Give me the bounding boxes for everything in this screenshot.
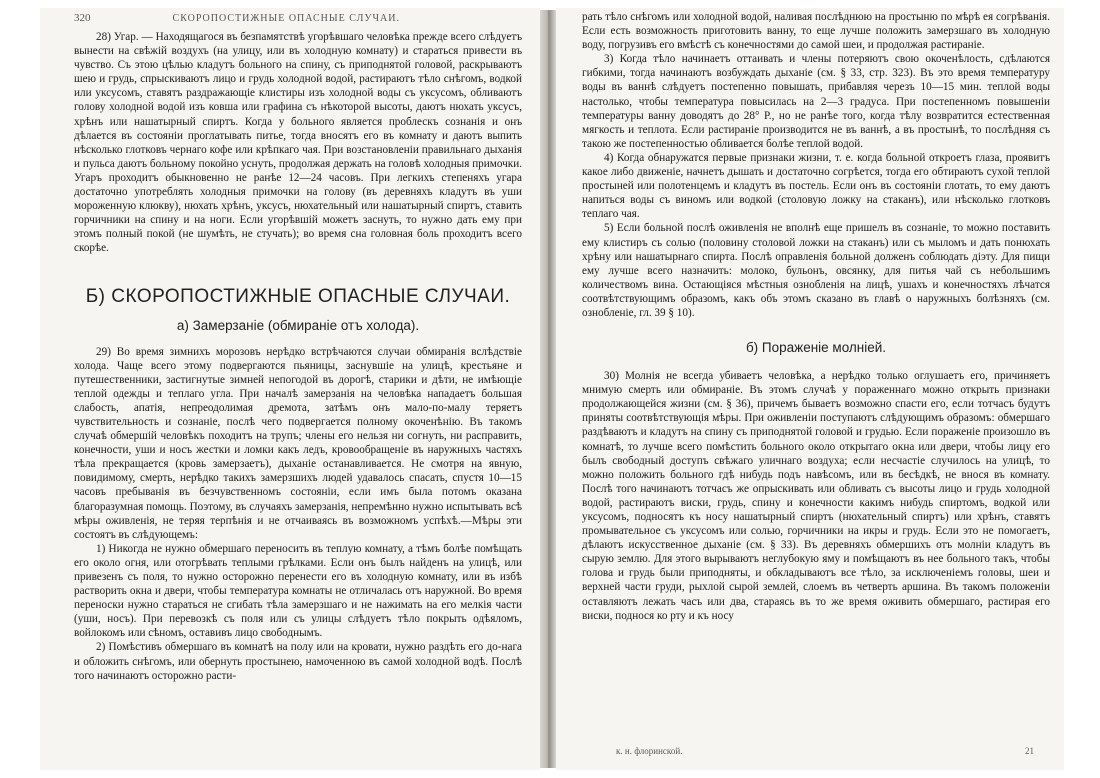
running-header (74, 12, 522, 24)
right-page (556, 8, 1064, 770)
list-item-2-continued: рать тѣло снѣгомъ или холодной водой, наливая послѣднюю на простыню по мѣрѣ ея согрѣванія. Если есть возможность приготовить ванну, то еще лучше положить замерзшаго въ холодную воду, погрузивъ его вмѣстѣ съ конечностями до самой шеи, и продолжая растираніе. (582, 11, 1050, 52)
subsection-title-lightning: б) Пораженіе молніей. (745, 340, 887, 356)
list-item-2: 2) Помѣстивъ обмершаго въ комнатѣ на полу или на кровати, нужно раздѣть его до-нага и обложить снѣгомъ, или обернуть простынею, намоченною въ самой холодной водѣ. Послѣ того начинаютъ осторожно расти- (74, 641, 522, 682)
list-item-1: 1) Никогда не нужно обмершаго переносить въ теплую комнату, а тѣмъ болѣе помѣщать его около огня, или отогрѣвать теплыми грѣлками. Если онъ былъ найденъ на улицѣ, или привезенъ съ поля, то нужно осторожно перенести его въ холодную комнату, или въ избѣ растворить окна и двери, чтобы температура комнаты не отличалась отъ наружной. Во время переноски нужно стараться не сгибать тѣла замерзшаго и не нажимать на его мелкія части (уши, носъ). При перевозкѣ съ поля или съ улицы слѣдуетъ тѣло покрыть одѣяломъ, войлокомъ или сѣномъ, оставивъ лицо свободнымъ. (74, 542, 522, 640)
left-page (40, 8, 540, 770)
paragraph-30: 30) Молнія не всегда убиваетъ человѣка, а нерѣдко только оглушаетъ его, причиняетъ мнимую смерть или обмираніе. Въ этомъ случаѣ у пораженнаго можно открыть признаки продолжающейся жизни (см. § 36), причемъ бываетъ возможно спасти его, если тотчасъ будутъ приняты соотвѣтствующія мѣры. При оживленіи поступаютъ слѣдующимъ образомъ: обмершаго раздѣваютъ и кладутъ на спину съ приподнятой головой и грудью. Если пораженіе произошло въ комнатѣ, то лучше всего помѣстить больного около открытаго окна или двери, чтобы лицу его былъ свободный доступъ свѣжаго уличнаго воздуха; если несчастіе случилось на улицѣ, то можно положить больного гдѣ нибудь подъ навѣсомъ, или въ бесѣдкѣ, не внося въ комнату. Послѣ того начинаютъ тотчасъ же опрыскивать или обливать съ высоты лицо и грудь холодной водой, растираютъ виски, грудь, спину и конечности какимъ нибудь спиртомъ, водкой или уксусомъ, подносятъ къ носу нашатырный спиртъ (нюхательный спиртъ) или хрѣнъ, ставятъ промывательное съ уксусомъ или солью, горчичники на икры и грудь. Если это не помогаетъ, дѣлаютъ искусственное дыханіе (см. § 33). Въ деревняхъ обмершихъ отъ молніи кладутъ въ сырую землю. Для этого вырываютъ неглубокую яму и помѣщаютъ въ нее больного такъ, чтобы голова и грудь были приподняты, и обкладываютъ все тѣло, за исключеніемъ головы, шеи и верхней части груди, рыхлой сырой землей, слоемъ въ четверть аршина. Въ такомъ положеніи оставляютъ лежать часъ или два, стараясь въ то же время оживить обмершаго, растирая его виски, поднося ко рту и къ носу (582, 370, 1050, 622)
list-item-5: 5) Если больной послѣ оживленія не вполнѣ еще пришелъ въ сознаніе, то можно поставить ему клистиръ съ солью (половину столовой ложки на стаканъ) или съ мыломъ и дать понюхать хрѣну или нашатырнаго спирта. Послѣ оправленія больной долженъ соблюдать діэту. Для пищи ему лучше всего назначить: молоко, бульонъ, овсянку, для питья чай съ небольшимъ количествомъ вина. Остающіяся мѣстныя ознобленія на лицѣ, ушахъ и конечностяхъ лѣчатся соотвѣтствующимъ образомъ, какъ объ этомъ сказано въ главѣ о наружныхъ болѣзняхъ (см. ознобленіе, гл. 39 § 10). (582, 222, 1050, 319)
footer-sheet-number: 21 (1025, 746, 1034, 756)
running-head-title: СКОРОПОСТИЖНЫЕ ОПАСНЫЕ СЛУЧАИ. (172, 13, 400, 24)
paragraph-29: 29) Во время зимнихъ морозовъ нерѣдко встрѣчаются случаи обмиранія вслѣдствіе холода. Чаще всего этому подвергаются пьяницы, заснувшіе на улицѣ, крестьяне и путешественники, застигнутые зимней непогодой въ дорогѣ, старики и дѣти, не имѣющіе теплой одежды и теплаго угла. При началѣ замерзанія на человѣка нападаетъ большая слабость, апатія, непреодолимая дремота, затѣмъ онъ мало-по-малу теряетъ чувствительность и сознаніе, послѣ чего подвергается полному окоченѣнію. Въ такомъ случаѣ обмершій человѣкъ походитъ на трупъ; члены его нельзя ни согнуть, ни расправить, конечности, уши и носъ жестки и ломки какъ ледъ, кровообращеніе въ наружныхъ частяхъ тѣла прекращается (кровь замерзаетъ), дыханіе останавливается. Не смотря на явную, повидимому, смерть, нерѣдко такихъ замерзшихъ людей удавалось спасать, спустя 10—15 часовъ пребыванія въ безчувственномъ состояніи, если имъ была потомъ оказана благоразумная помощь. Поэтому, въ случаяхъ замерзанія, непремѣнно нужно испытывать всѣ мѣры оживленія, не теряя терпѣнія и не отчаиваясь въ возможномъ успѣхѣ.—Мѣры эти состоятъ въ слѣдующемъ: (74, 345, 522, 541)
list-item-3: 3) Когда тѣло начинаетъ оттаивать и члены потеряютъ свою окоченѣлость, сдѣлаются гибкими, тогда начинаютъ возбуждать дыханіе (см. § 33, стр. 323). Въ это время температуру воды въ ваннѣ слѣдуетъ постепенно повышать, прибавляя черезъ 10—15 мин. теплой воды настолько, чтобы температура повысилась на 2—3 градуса. При постепенномъ повышеніи температуры ванну доводятъ до 28° Р., но не ранѣе того, когда тѣлу возвратится естественная мягкость и теплота. Если растираніе производится не въ ваннѣ, а въ простынѣ, то послѣдняя съ такою же постепенностью обливается болѣе теплой водой. (582, 53, 1050, 150)
paragraph-28: 28) Угар. — Находящагося въ безпамятствѣ угорѣвшаго человѣка прежде всего слѣдуетъ вынести на свѣжій воздухъ (на улицу, или въ холодную комнату) и стараться привести въ чувство. Съ этою цѣлью кладутъ больного на спину, съ приподнятой головой, раскрываютъ шею и грудь, спрыскиваютъ лицо и грудь холодной водой, растираютъ тѣло снѣгомъ, водкой или уксусомъ, ставятъ раздражающіе клистиры изъ холодной воды съ уксусомъ, обливаютъ голову холодной водой изъ ковша или графина съ нѣкоторой высоты, даютъ нюхать уксусъ, хрѣнъ или нашатырный спиртъ. Когда у больного является проблескъ сознанія и онъ дѣлается въ состояніи проглатывать питье, тогда вносятъ его въ комнату и даютъ выпить нѣсколько глотковъ чернаго кофе или крѣпкаго чая. При возстановленіи правильнаго дыханія и пульса даютъ больному покойно уснуть, продолжая держать на головѣ холодныя примочки. Угаръ проходитъ обыкновенно не ранѣе 12—24 часовъ. При легкихъ степеняхъ угара достаточно употреблять холодныя примочки на голову (въ деревняхъ кладутъ въ уши мороженную клюкву), нюхать хрѣнъ, уксусъ, нюхательный или нашатырный спиртъ, ставить горчичники на спину и на ноги. Если угорѣвшій можетъ заснуть, то нужно дать ему при этомъ полный покой (не шумѣть, не стучать); во время сна головная боль проходитъ всего скорѣе. (74, 31, 522, 255)
book-gutter (540, 10, 556, 768)
list-item-4: 4) Когда обнаружатся первые признаки жизни, т. е. когда больной откроетъ глаза, проявитъ какое либо движеніе, начнетъ дышать и достаточно согрѣется, тогда его обтираютъ сухой теплой простыней или полотенцемъ и кладутъ въ постель. Если онъ въ состояніи глотать, то ему даютъ напиться воды съ виномъ или водкой (столовую ложку на стаканъ), или нѣсколько глотковъ теплаго чая. (582, 151, 1050, 221)
page-number: 320 (74, 12, 91, 24)
footer-signature: к. н. флоринской. (616, 746, 683, 756)
section-title: Б) СКОРОПОСТИЖНЫЕ ОПАСНЫЕ СЛУЧАИ. (85, 285, 511, 307)
subsection-title-freezing: а) Замерзаніе (обмираніе отъ холода). (176, 317, 420, 333)
page-footer (616, 746, 1034, 756)
